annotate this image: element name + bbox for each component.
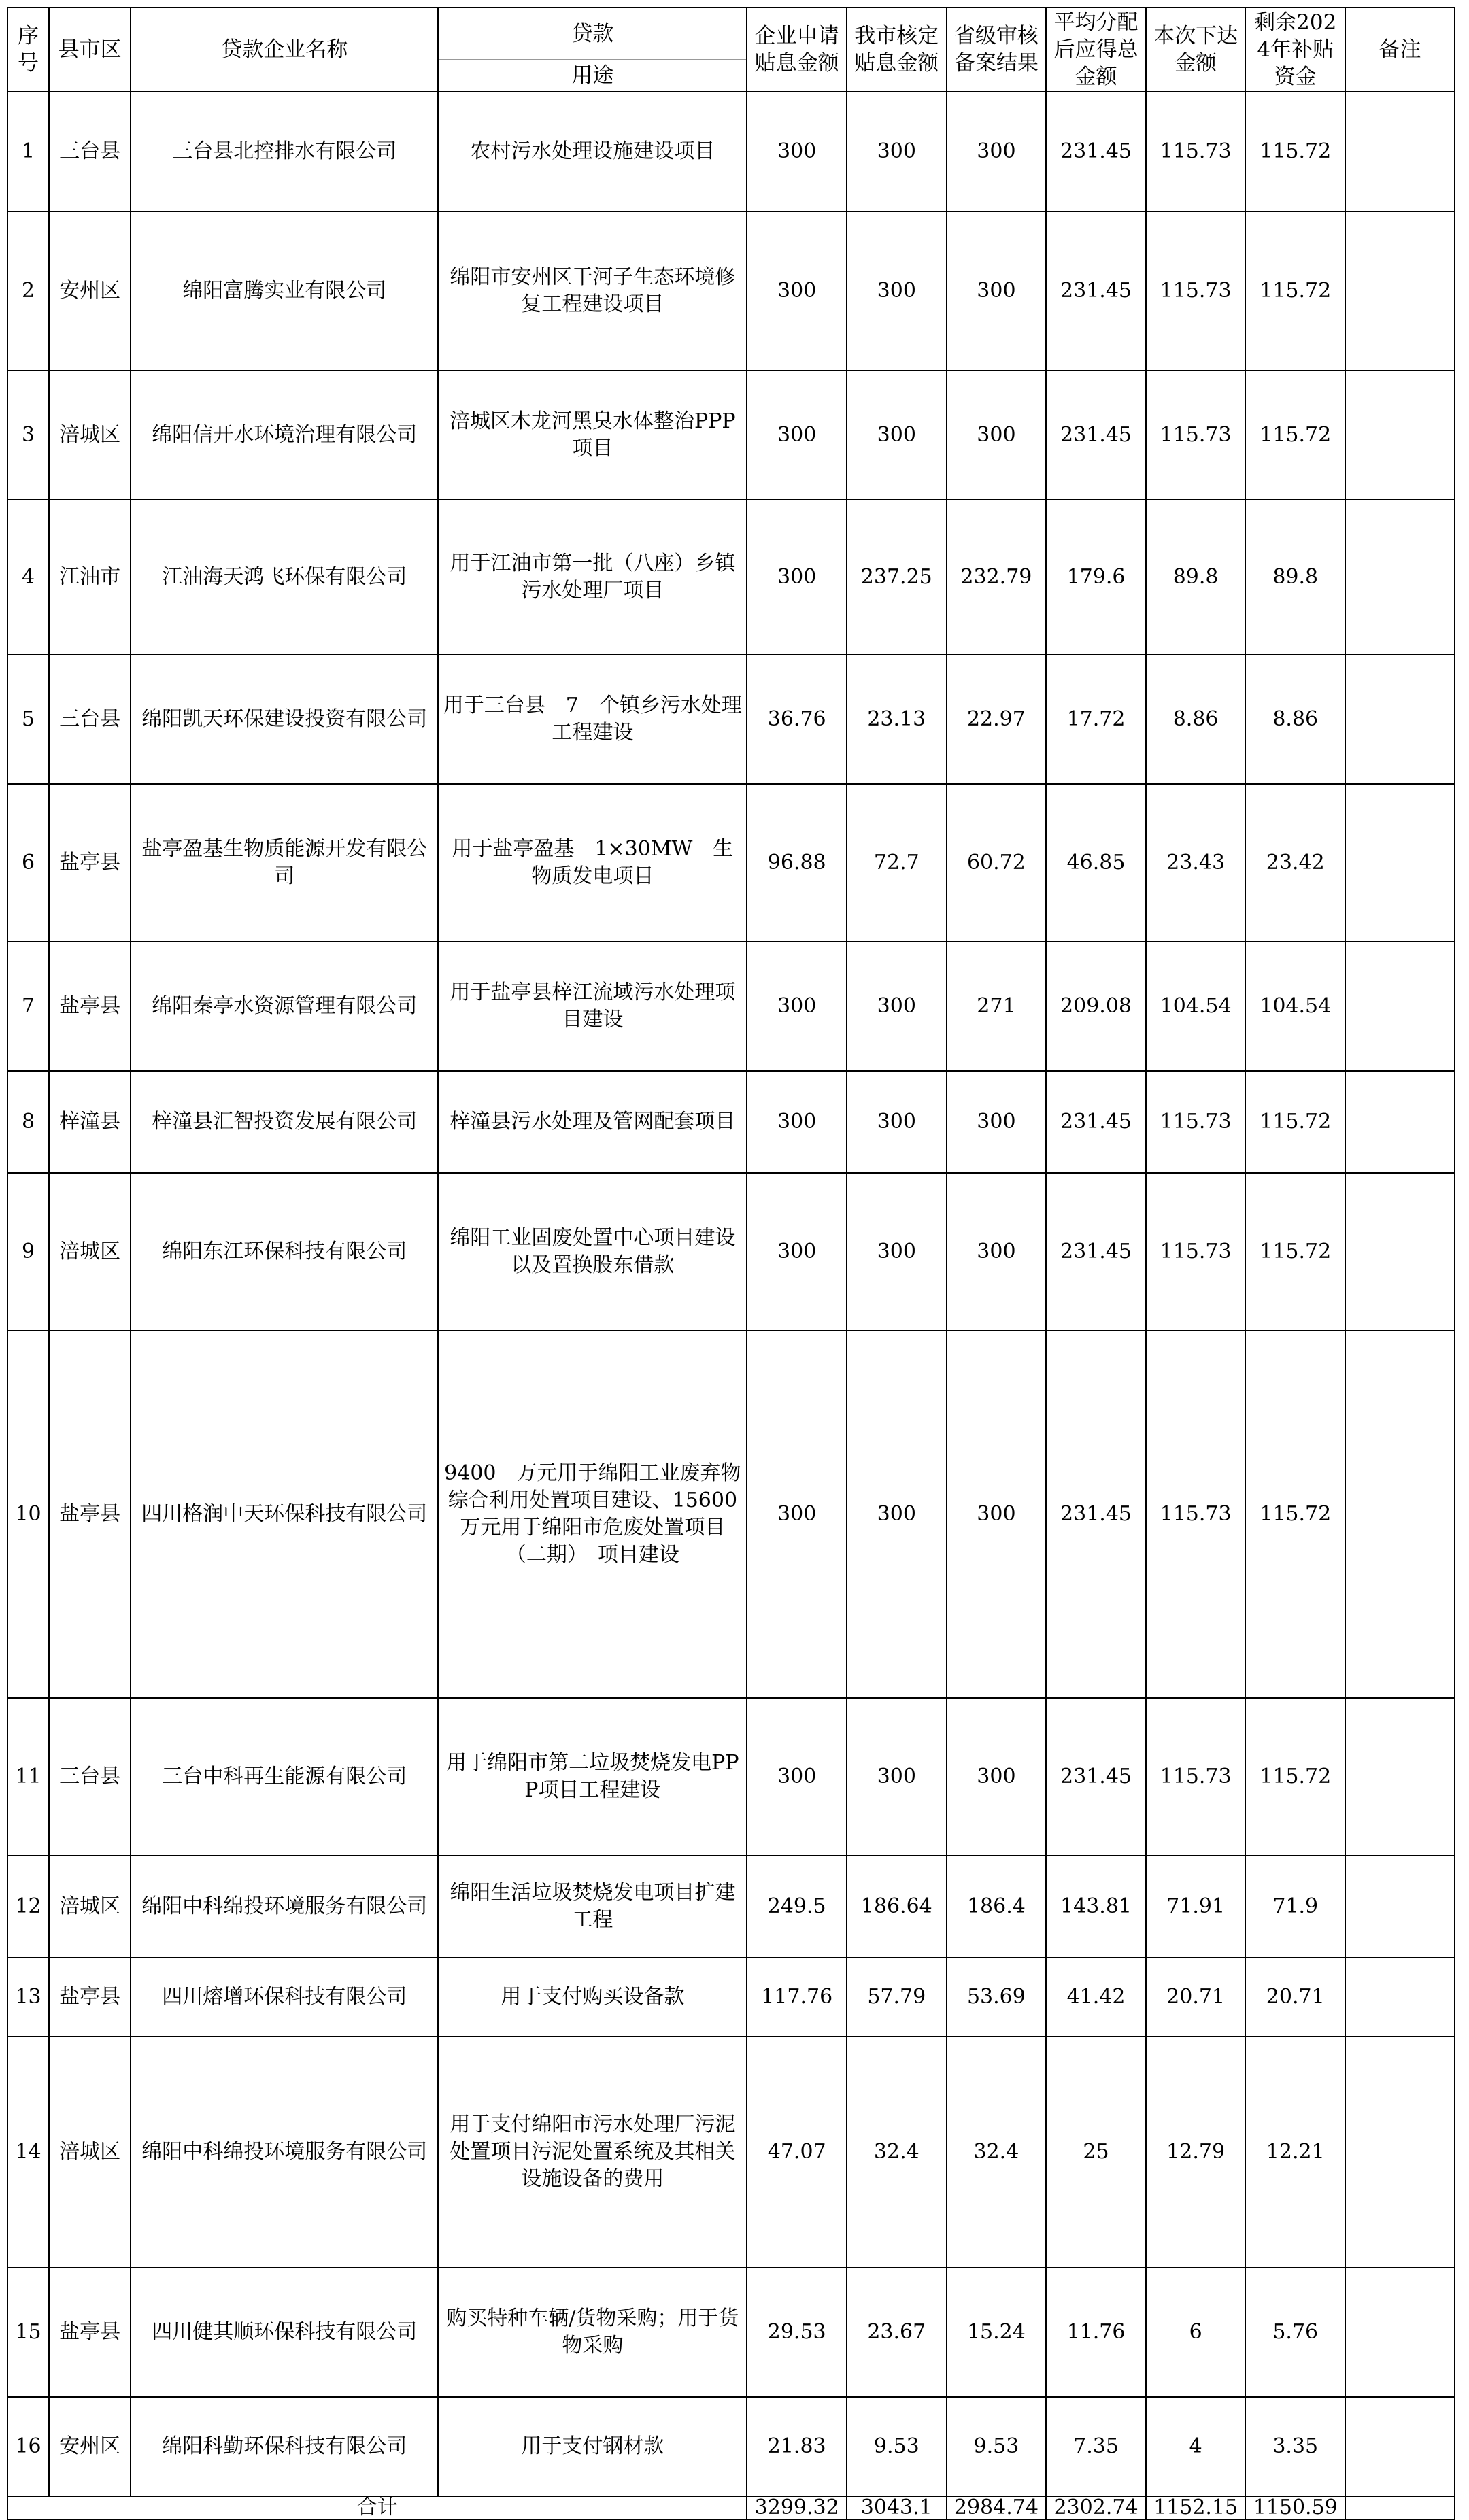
row-applied: 249.5 [747, 1856, 847, 1958]
row-province-result: 300 [947, 1698, 1047, 1856]
row-use: 用于支付购买设备款 [438, 1958, 747, 2037]
row-use: 用于绵阳市第二垃圾焚烧发电PPP项目工程建设 [438, 1698, 747, 1856]
row-this-issue: 115.73 [1146, 211, 1246, 371]
row-province-result: 15.24 [947, 2268, 1047, 2397]
row-applied: 300 [747, 1331, 847, 1698]
row-seq: 5 [7, 655, 49, 784]
row-seq: 12 [7, 1856, 49, 1958]
row-remarks [1345, 784, 1455, 942]
row-company: 梓潼县汇智投资发展有限公司 [131, 1071, 438, 1173]
row-remaining: 20.71 [1245, 1958, 1345, 2037]
row-remarks [1345, 1331, 1455, 1698]
row-province-result: 60.72 [947, 784, 1047, 942]
row-county: 三台县 [49, 655, 131, 784]
row-applied: 21.83 [747, 2397, 847, 2496]
row-use: 用于江油市第一批（八座）乡镇污水处理厂项目 [438, 500, 747, 655]
row-remaining: 115.72 [1245, 1331, 1345, 1698]
row-this-issue: 71.91 [1146, 1856, 1246, 1958]
row-this-issue: 115.73 [1146, 1698, 1246, 1856]
row-county: 安州区 [49, 211, 131, 371]
row-city-approved: 23.13 [847, 655, 947, 784]
total-row [7, 2496, 1455, 2519]
table-row [7, 2037, 1455, 2268]
row-avg-alloc: 25 [1046, 2037, 1146, 2268]
row-seq: 9 [7, 1173, 49, 1331]
row-remaining: 3.35 [1245, 2397, 1345, 2496]
row-remaining: 115.72 [1245, 1698, 1345, 1856]
row-applied: 300 [747, 211, 847, 371]
table-row [7, 1856, 1455, 1958]
row-avg-alloc: 231.45 [1046, 1173, 1146, 1331]
row-province-result: 232.79 [947, 500, 1047, 655]
row-province-result: 300 [947, 1331, 1047, 1698]
row-use: 用于支付钢材款 [438, 2397, 747, 2496]
row-applied: 300 [747, 371, 847, 500]
row-seq: 3 [7, 371, 49, 500]
row-county: 梓潼县 [49, 1071, 131, 1173]
row-avg-alloc: 46.85 [1046, 784, 1146, 942]
row-city-approved: 23.67 [847, 2268, 947, 2397]
row-remaining: 5.76 [1245, 2268, 1345, 2397]
row-city-approved: 186.64 [847, 1856, 947, 1958]
row-seq: 7 [7, 942, 49, 1071]
table-row [7, 211, 1455, 371]
row-city-approved: 300 [847, 1173, 947, 1331]
row-applied: 300 [747, 500, 847, 655]
row-city-approved: 300 [847, 92, 947, 211]
row-this-issue: 6 [1146, 2268, 1246, 2397]
row-applied: 300 [747, 1071, 847, 1173]
row-remaining: 104.54 [1245, 942, 1345, 1071]
row-use: 购买特种车辆/货物采购；用于货物采购 [438, 2268, 747, 2397]
row-remaining: 71.9 [1245, 1856, 1345, 1958]
row-remarks [1345, 211, 1455, 371]
row-company: 绵阳中科绵投环境服务有限公司 [131, 2037, 438, 2268]
row-use: 农村污水处理设施建设项目 [438, 92, 747, 211]
row-applied: 47.07 [747, 2037, 847, 2268]
row-seq: 2 [7, 211, 49, 371]
row-use: 用于三台县 7 个镇乡污水处理工程建设 [438, 655, 747, 784]
row-avg-alloc: 41.42 [1046, 1958, 1146, 2037]
row-county: 盐亭县 [49, 784, 131, 942]
header-company: 贷款企业名称 [131, 7, 438, 92]
row-company: 四川熔增环保科技有限公司 [131, 1958, 438, 2037]
row-this-issue: 115.73 [1146, 92, 1246, 211]
header-loan [438, 7, 747, 92]
table-row [7, 1698, 1455, 1856]
header-city-approved: 我市核定贴息金额 [847, 7, 947, 92]
row-applied: 300 [747, 942, 847, 1071]
row-this-issue: 104.54 [1146, 942, 1246, 1071]
row-company: 绵阳中科绵投环境服务有限公司 [131, 1856, 438, 1958]
row-remarks [1345, 2268, 1455, 2397]
row-company: 三台中科再生能源有限公司 [131, 1698, 438, 1856]
header-loan-use: 用途 [439, 59, 746, 91]
row-seq: 15 [7, 2268, 49, 2397]
table-row [7, 2397, 1455, 2496]
header-this-issue: 本次下达金额 [1146, 7, 1246, 92]
total-label: 合计 [7, 2496, 747, 2519]
row-city-approved: 57.79 [847, 1958, 947, 2037]
row-applied: 29.53 [747, 2268, 847, 2397]
row-avg-alloc: 11.76 [1046, 2268, 1146, 2397]
row-province-result: 300 [947, 211, 1047, 371]
row-city-approved: 300 [847, 1071, 947, 1173]
row-use: 用于盐亭盈基 1×30MW 生物质发电项目 [438, 784, 747, 942]
row-county: 涪城区 [49, 2037, 131, 2268]
row-remaining: 115.72 [1245, 371, 1345, 500]
row-applied: 117.76 [747, 1958, 847, 2037]
table-row [7, 1958, 1455, 2037]
row-applied: 300 [747, 1698, 847, 1856]
row-this-issue: 20.71 [1146, 1958, 1246, 2037]
row-avg-alloc: 143.81 [1046, 1856, 1146, 1958]
row-seq: 6 [7, 784, 49, 942]
row-company: 绵阳凯天环保建设投资有限公司 [131, 655, 438, 784]
row-remaining: 89.8 [1245, 500, 1345, 655]
subsidy-table [7, 7, 1455, 2520]
row-remaining: 12.21 [1245, 2037, 1345, 2268]
row-city-approved: 9.53 [847, 2397, 947, 2496]
row-remaining: 115.72 [1245, 211, 1345, 371]
table-row [7, 1173, 1455, 1331]
row-city-approved: 300 [847, 211, 947, 371]
row-city-approved: 237.25 [847, 500, 947, 655]
row-company: 绵阳东江环保科技有限公司 [131, 1173, 438, 1331]
row-city-approved: 300 [847, 1698, 947, 1856]
table-row [7, 1331, 1455, 1698]
row-city-approved: 72.7 [847, 784, 947, 942]
row-avg-alloc: 179.6 [1046, 500, 1146, 655]
row-province-result: 300 [947, 1071, 1047, 1173]
row-remaining: 115.72 [1245, 92, 1345, 211]
row-seq: 13 [7, 1958, 49, 2037]
row-use: 梓潼县污水处理及管网配套项目 [438, 1071, 747, 1173]
row-remarks [1345, 1958, 1455, 2037]
total-avg-alloc: 2302.74 [1046, 2496, 1146, 2519]
row-avg-alloc: 17.72 [1046, 655, 1146, 784]
row-applied: 300 [747, 1173, 847, 1331]
row-seq: 1 [7, 92, 49, 211]
row-remaining: 115.72 [1245, 1173, 1345, 1331]
row-avg-alloc: 231.45 [1046, 1698, 1146, 1856]
row-this-issue: 89.8 [1146, 500, 1246, 655]
header-county: 县市区 [49, 7, 131, 92]
row-use: 用于盐亭县梓江流域污水处理项目建设 [438, 942, 747, 1071]
row-province-result: 300 [947, 92, 1047, 211]
row-use: 涪城区木龙河黑臭水体整治PPP 项目 [438, 371, 747, 500]
table-body [7, 92, 1455, 2519]
row-province-result: 300 [947, 1173, 1047, 1331]
row-avg-alloc: 231.45 [1046, 211, 1146, 371]
row-seq: 4 [7, 500, 49, 655]
table-row [7, 500, 1455, 655]
header-loan-top: 贷款 [571, 21, 614, 46]
row-remaining: 115.72 [1245, 1071, 1345, 1173]
row-province-result: 9.53 [947, 2397, 1047, 2496]
table-row [7, 655, 1455, 784]
row-avg-alloc: 231.45 [1046, 1331, 1146, 1698]
row-remarks [1345, 2037, 1455, 2268]
row-remarks [1345, 1698, 1455, 1856]
row-applied: 96.88 [747, 784, 847, 942]
row-company: 盐亭盈基生物质能源开发有限公司 [131, 784, 438, 942]
row-company: 四川健其顺环保科技有限公司 [131, 2268, 438, 2397]
row-province-result: 186.4 [947, 1856, 1047, 1958]
row-applied: 36.76 [747, 655, 847, 784]
row-company: 绵阳信开水环境治理有限公司 [131, 371, 438, 500]
row-county: 盐亭县 [49, 2268, 131, 2397]
row-company: 绵阳科勤环保科技有限公司 [131, 2397, 438, 2496]
row-remarks [1345, 500, 1455, 655]
row-remarks [1345, 1173, 1455, 1331]
header-row [7, 7, 1455, 92]
row-seq: 8 [7, 1071, 49, 1173]
row-avg-alloc: 231.45 [1046, 92, 1146, 211]
row-remarks [1345, 2397, 1455, 2496]
row-county: 涪城区 [49, 1173, 131, 1331]
row-this-issue: 12.79 [1146, 2037, 1246, 2268]
row-avg-alloc: 231.45 [1046, 1071, 1146, 1173]
row-county: 三台县 [49, 1698, 131, 1856]
row-city-approved: 32.4 [847, 2037, 947, 2268]
row-remarks [1345, 371, 1455, 500]
total-remarks [1345, 2496, 1455, 2519]
table-row [7, 371, 1455, 500]
row-city-approved: 300 [847, 942, 947, 1071]
row-county: 三台县 [49, 92, 131, 211]
row-company: 江油海天鸿飞环保有限公司 [131, 500, 438, 655]
row-use: 9400 万元用于绵阳工业废弃物综合利用处置项目建设、15600 万元用于绵阳市危废处置项目 （二期） 项目建设 [438, 1331, 747, 1698]
row-remarks [1345, 1071, 1455, 1173]
row-county: 盐亭县 [49, 942, 131, 1071]
row-use: 绵阳市安州区干河子生态环境修复工程建设项目 [438, 211, 747, 371]
table-row [7, 942, 1455, 1071]
row-city-approved: 300 [847, 371, 947, 500]
row-this-issue: 115.73 [1146, 1331, 1246, 1698]
row-this-issue: 115.73 [1146, 371, 1246, 500]
table-row [7, 784, 1455, 942]
row-company: 三台县北控排水有限公司 [131, 92, 438, 211]
header-seq: 序号 [7, 7, 49, 92]
row-county: 涪城区 [49, 371, 131, 500]
row-seq: 14 [7, 2037, 49, 2268]
header-avg-alloc: 平均分配后应得总金额 [1046, 7, 1146, 92]
row-county: 盐亭县 [49, 1958, 131, 2037]
row-this-issue: 8.86 [1146, 655, 1246, 784]
row-remarks [1345, 942, 1455, 1071]
table-row [7, 1071, 1455, 1173]
row-use: 用于支付绵阳市污水处理厂污泥处置项目污泥处置系统及其相关设施设备的费用 [438, 2037, 747, 2268]
row-county: 江油市 [49, 500, 131, 655]
row-company: 四川格润中天环保科技有限公司 [131, 1331, 438, 1698]
total-remaining: 1150.59 [1245, 2496, 1345, 2519]
row-applied: 300 [747, 92, 847, 211]
row-seq: 10 [7, 1331, 49, 1698]
table-row [7, 92, 1455, 211]
total-province-result: 2984.74 [947, 2496, 1047, 2519]
row-seq: 11 [7, 1698, 49, 1856]
row-remarks [1345, 655, 1455, 784]
header-remaining-2024: 剩余2024年补贴资金 [1245, 7, 1345, 92]
header-province-result: 省级审核备案结果 [947, 7, 1047, 92]
row-province-result: 22.97 [947, 655, 1047, 784]
row-county: 涪城区 [49, 1856, 131, 1958]
row-this-issue: 4 [1146, 2397, 1246, 2496]
row-avg-alloc: 7.35 [1046, 2397, 1146, 2496]
row-this-issue: 23.43 [1146, 784, 1246, 942]
row-province-result: 53.69 [947, 1958, 1047, 2037]
row-province-result: 32.4 [947, 2037, 1047, 2268]
row-company: 绵阳富腾实业有限公司 [131, 211, 438, 371]
row-remaining: 8.86 [1245, 655, 1345, 784]
row-avg-alloc: 209.08 [1046, 942, 1146, 1071]
row-use: 绵阳生活垃圾焚烧发电项目扩建工程 [438, 1856, 747, 1958]
row-county: 安州区 [49, 2397, 131, 2496]
row-remarks [1345, 92, 1455, 211]
row-this-issue: 115.73 [1146, 1173, 1246, 1331]
table-row [7, 2268, 1455, 2397]
header-applied: 企业申请贴息金额 [747, 7, 847, 92]
row-province-result: 300 [947, 371, 1047, 500]
row-seq: 16 [7, 2397, 49, 2496]
row-remaining: 23.42 [1245, 784, 1345, 942]
total-applied: 3299.32 [747, 2496, 847, 2519]
row-avg-alloc: 231.45 [1046, 371, 1146, 500]
total-this-issue: 1152.15 [1146, 2496, 1246, 2519]
row-this-issue: 115.73 [1146, 1071, 1246, 1173]
row-remarks [1345, 1856, 1455, 1958]
header-remarks: 备注 [1345, 7, 1455, 92]
total-city-approved: 3043.1 [847, 2496, 947, 2519]
row-county: 盐亭县 [49, 1331, 131, 1698]
row-company: 绵阳秦亭水资源管理有限公司 [131, 942, 438, 1071]
row-use: 绵阳工业固废处置中心项目建设以及置换股东借款 [438, 1173, 747, 1331]
row-province-result: 271 [947, 942, 1047, 1071]
row-city-approved: 300 [847, 1331, 947, 1698]
